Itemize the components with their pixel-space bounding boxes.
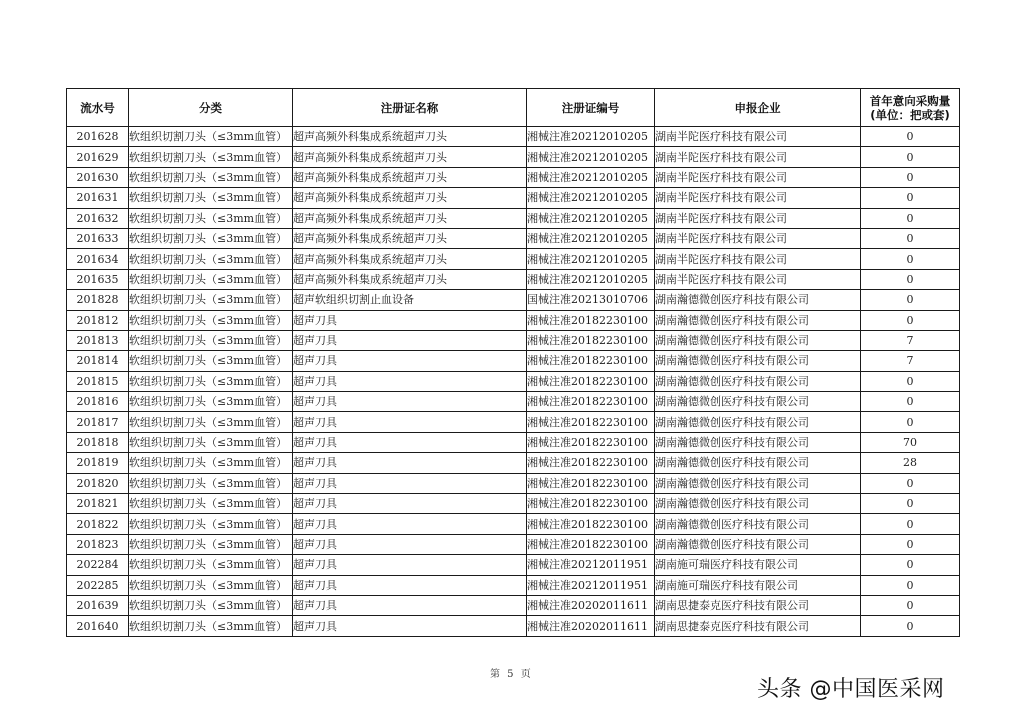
cell-company: 湖南瀚德微创医疗科技有限公司 bbox=[655, 351, 861, 371]
cell-registration-no: 湘械注准20212010205 bbox=[527, 269, 655, 289]
cell-company: 湖南瀚德微创医疗科技有限公司 bbox=[655, 473, 861, 493]
cell-category: 软组织切割刀头（≤3mm血管） bbox=[129, 575, 293, 595]
cell-category: 软组织切割刀头（≤3mm血管） bbox=[129, 534, 293, 554]
table-row bbox=[67, 392, 960, 412]
cell-quantity: 0 bbox=[861, 249, 960, 269]
cell-quantity: 7 bbox=[861, 351, 960, 371]
header-category: 分类 bbox=[129, 89, 293, 127]
cell-registration-name: 超声刀具 bbox=[293, 330, 527, 350]
cell-registration-no: 湘械注准20212010205 bbox=[527, 249, 655, 269]
table-row bbox=[67, 371, 960, 391]
cell-company: 湖南半陀医疗科技有限公司 bbox=[655, 147, 861, 167]
table-row bbox=[67, 595, 960, 615]
cell-registration-no: 湘械注准20182230100 bbox=[527, 494, 655, 514]
table-row bbox=[67, 167, 960, 187]
cell-registration-name: 超声刀具 bbox=[293, 534, 527, 554]
table-row bbox=[67, 351, 960, 371]
watermark: 头条 @中国医采网 bbox=[757, 677, 945, 702]
cell-registration-no: 湘械注准20182230100 bbox=[527, 473, 655, 493]
cell-quantity: 0 bbox=[861, 616, 960, 636]
table-row bbox=[67, 147, 960, 167]
cell-serial-no: 201814 bbox=[67, 351, 129, 371]
table-row bbox=[67, 494, 960, 514]
cell-category: 软组织切割刀头（≤3mm血管） bbox=[129, 392, 293, 412]
table-row bbox=[67, 330, 960, 350]
cell-registration-no: 湘械注准20212010205 bbox=[527, 208, 655, 228]
cell-registration-name: 超声高频外科集成系统超声刀头 bbox=[293, 249, 527, 269]
cell-serial-no: 201820 bbox=[67, 473, 129, 493]
cell-company: 湖南瀚德微创医疗科技有限公司 bbox=[655, 290, 861, 310]
cell-registration-name: 超声高频外科集成系统超声刀头 bbox=[293, 208, 527, 228]
cell-quantity: 0 bbox=[861, 575, 960, 595]
cell-category: 软组织切割刀头（≤3mm血管） bbox=[129, 290, 293, 310]
cell-quantity: 0 bbox=[861, 555, 960, 575]
cell-registration-no: 湘械注准20212010205 bbox=[527, 127, 655, 147]
cell-serial-no: 202285 bbox=[67, 575, 129, 595]
cell-company: 湖南瀚德微创医疗科技有限公司 bbox=[655, 330, 861, 350]
cell-serial-no: 201818 bbox=[67, 432, 129, 452]
cell-serial-no: 201815 bbox=[67, 371, 129, 391]
header-registration-name: 注册证名称 bbox=[293, 89, 527, 127]
cell-registration-name: 超声高频外科集成系统超声刀头 bbox=[293, 167, 527, 187]
cell-registration-name: 超声刀具 bbox=[293, 473, 527, 493]
cell-category: 软组织切割刀头（≤3mm血管） bbox=[129, 473, 293, 493]
table-row bbox=[67, 269, 960, 289]
cell-company: 湖南半陀医疗科技有限公司 bbox=[655, 167, 861, 187]
table-row bbox=[67, 290, 960, 310]
cell-registration-name: 超声高频外科集成系统超声刀头 bbox=[293, 147, 527, 167]
cell-category: 软组织切割刀头（≤3mm血管） bbox=[129, 228, 293, 248]
cell-serial-no: 201639 bbox=[67, 595, 129, 615]
cell-company: 湖南半陀医疗科技有限公司 bbox=[655, 127, 861, 147]
cell-registration-name: 超声刀具 bbox=[293, 371, 527, 391]
cell-serial-no: 201629 bbox=[67, 147, 129, 167]
table-body bbox=[67, 127, 960, 637]
cell-quantity: 0 bbox=[861, 269, 960, 289]
cell-registration-no: 湘械注准20182230100 bbox=[527, 453, 655, 473]
cell-registration-name: 超声刀具 bbox=[293, 351, 527, 371]
cell-registration-no: 湘械注准20182230100 bbox=[527, 371, 655, 391]
cell-quantity: 0 bbox=[861, 188, 960, 208]
cell-company: 湖南瀚德微创医疗科技有限公司 bbox=[655, 453, 861, 473]
cell-serial-no: 201631 bbox=[67, 188, 129, 208]
cell-quantity: 70 bbox=[861, 432, 960, 452]
header-quantity-line2: (单位：把或套) bbox=[870, 107, 950, 122]
cell-registration-no: 国械注准20213010706 bbox=[527, 290, 655, 310]
cell-serial-no: 201628 bbox=[67, 127, 129, 147]
table-row bbox=[67, 453, 960, 473]
header-company: 申报企业 bbox=[655, 89, 861, 127]
cell-category: 软组织切割刀头（≤3mm血管） bbox=[129, 453, 293, 473]
table-row bbox=[67, 127, 960, 147]
cell-quantity: 0 bbox=[861, 371, 960, 391]
cell-quantity: 0 bbox=[861, 208, 960, 228]
cell-serial-no: 201634 bbox=[67, 249, 129, 269]
cell-serial-no: 201635 bbox=[67, 269, 129, 289]
cell-registration-no: 湘械注准20202011611 bbox=[527, 595, 655, 615]
cell-company: 湖南半陀医疗科技有限公司 bbox=[655, 188, 861, 208]
cell-company: 湖南瀚德微创医疗科技有限公司 bbox=[655, 371, 861, 391]
cell-registration-no: 湘械注准20182230100 bbox=[527, 514, 655, 534]
cell-serial-no: 201632 bbox=[67, 208, 129, 228]
cell-category: 软组织切割刀头（≤3mm血管） bbox=[129, 127, 293, 147]
cell-registration-name: 超声刀具 bbox=[293, 555, 527, 575]
cell-serial-no: 201822 bbox=[67, 514, 129, 534]
cell-registration-name: 超声刀具 bbox=[293, 310, 527, 330]
cell-serial-no: 201821 bbox=[67, 494, 129, 514]
cell-registration-name: 超声高频外科集成系统超声刀头 bbox=[293, 188, 527, 208]
cell-registration-no: 湘械注准20182230100 bbox=[527, 534, 655, 554]
header-quantity bbox=[861, 89, 960, 127]
cell-serial-no: 201640 bbox=[67, 616, 129, 636]
table-header bbox=[67, 89, 960, 127]
table-row bbox=[67, 249, 960, 269]
cell-category: 软组织切割刀头（≤3mm血管） bbox=[129, 514, 293, 534]
cell-quantity: 7 bbox=[861, 330, 960, 350]
cell-serial-no: 201816 bbox=[67, 392, 129, 412]
cell-company: 湖南瀚德微创医疗科技有限公司 bbox=[655, 412, 861, 432]
cell-category: 软组织切割刀头（≤3mm血管） bbox=[129, 555, 293, 575]
cell-category: 软组织切割刀头（≤3mm血管） bbox=[129, 616, 293, 636]
cell-category: 软组织切割刀头（≤3mm血管） bbox=[129, 595, 293, 615]
cell-category: 软组织切割刀头（≤3mm血管） bbox=[129, 167, 293, 187]
cell-registration-no: 湘械注准20182230100 bbox=[527, 351, 655, 371]
cell-registration-no: 湘械注准20182230100 bbox=[527, 310, 655, 330]
cell-registration-no: 湘械注准20212010205 bbox=[527, 167, 655, 187]
cell-quantity: 0 bbox=[861, 290, 960, 310]
cell-quantity: 0 bbox=[861, 473, 960, 493]
page-number: 第 5 页 bbox=[490, 669, 533, 680]
cell-registration-no: 湘械注准20182230100 bbox=[527, 392, 655, 412]
cell-serial-no: 201812 bbox=[67, 310, 129, 330]
cell-registration-no: 湘械注准20182230100 bbox=[527, 412, 655, 432]
cell-company: 湖南半陀医疗科技有限公司 bbox=[655, 269, 861, 289]
cell-serial-no: 201813 bbox=[67, 330, 129, 350]
cell-quantity: 0 bbox=[861, 167, 960, 187]
table-row bbox=[67, 228, 960, 248]
cell-company: 湖南瀚德微创医疗科技有限公司 bbox=[655, 432, 861, 452]
cell-category: 软组织切割刀头（≤3mm血管） bbox=[129, 310, 293, 330]
cell-category: 软组织切割刀头（≤3mm血管） bbox=[129, 147, 293, 167]
cell-serial-no: 201828 bbox=[67, 290, 129, 310]
table-row bbox=[67, 514, 960, 534]
cell-registration-no: 湘械注准20212011951 bbox=[527, 575, 655, 595]
table-row bbox=[67, 188, 960, 208]
procurement-table bbox=[66, 88, 960, 637]
table-row bbox=[67, 555, 960, 575]
cell-serial-no: 201817 bbox=[67, 412, 129, 432]
cell-category: 软组织切割刀头（≤3mm血管） bbox=[129, 208, 293, 228]
cell-category: 软组织切割刀头（≤3mm血管） bbox=[129, 188, 293, 208]
table-row bbox=[67, 534, 960, 554]
cell-registration-no: 湘械注准20212010205 bbox=[527, 228, 655, 248]
cell-registration-no: 湘械注准20212011951 bbox=[527, 555, 655, 575]
cell-quantity: 0 bbox=[861, 514, 960, 534]
cell-quantity: 0 bbox=[861, 228, 960, 248]
table-row bbox=[67, 575, 960, 595]
cell-category: 软组织切割刀头（≤3mm血管） bbox=[129, 432, 293, 452]
cell-quantity: 0 bbox=[861, 412, 960, 432]
cell-company: 湖南瀚德微创医疗科技有限公司 bbox=[655, 494, 861, 514]
cell-registration-name: 超声刀具 bbox=[293, 453, 527, 473]
cell-registration-no: 湘械注准20182230100 bbox=[527, 330, 655, 350]
header-quantity-line1: 首年意向采购量 bbox=[869, 93, 951, 108]
table-row bbox=[67, 310, 960, 330]
cell-company: 湖南瀚德微创医疗科技有限公司 bbox=[655, 514, 861, 534]
cell-registration-no: 湘械注准20212010205 bbox=[527, 188, 655, 208]
header-serial-no: 流水号 bbox=[67, 89, 129, 127]
cell-quantity: 0 bbox=[861, 310, 960, 330]
table-row bbox=[67, 432, 960, 452]
cell-serial-no: 201630 bbox=[67, 167, 129, 187]
cell-registration-name: 超声刀具 bbox=[293, 412, 527, 432]
cell-quantity: 28 bbox=[861, 453, 960, 473]
cell-registration-name: 超声软组织切割止血设备 bbox=[293, 290, 527, 310]
cell-registration-name: 超声刀具 bbox=[293, 595, 527, 615]
cell-quantity: 0 bbox=[861, 595, 960, 615]
cell-category: 软组织切割刀头（≤3mm血管） bbox=[129, 351, 293, 371]
cell-registration-name: 超声刀具 bbox=[293, 432, 527, 452]
cell-quantity: 0 bbox=[861, 494, 960, 514]
cell-quantity: 0 bbox=[861, 147, 960, 167]
cell-category: 软组织切割刀头（≤3mm血管） bbox=[129, 330, 293, 350]
table-row bbox=[67, 412, 960, 432]
cell-quantity: 0 bbox=[861, 534, 960, 554]
cell-serial-no: 201633 bbox=[67, 228, 129, 248]
cell-category: 软组织切割刀头（≤3mm血管） bbox=[129, 412, 293, 432]
cell-company: 湖南瀚德微创医疗科技有限公司 bbox=[655, 310, 861, 330]
cell-registration-name: 超声刀具 bbox=[293, 575, 527, 595]
cell-registration-name: 超声刀具 bbox=[293, 392, 527, 412]
cell-registration-name: 超声刀具 bbox=[293, 514, 527, 534]
cell-company: 湖南半陀医疗科技有限公司 bbox=[655, 228, 861, 248]
cell-registration-no: 湘械注准20202011611 bbox=[527, 616, 655, 636]
cell-company: 湖南思捷泰克医疗科技有限公司 bbox=[655, 616, 861, 636]
cell-category: 软组织切割刀头（≤3mm血管） bbox=[129, 494, 293, 514]
cell-company: 湖南瀚德微创医疗科技有限公司 bbox=[655, 534, 861, 554]
table-row bbox=[67, 208, 960, 228]
cell-company: 湖南半陀医疗科技有限公司 bbox=[655, 208, 861, 228]
cell-category: 软组织切割刀头（≤3mm血管） bbox=[129, 269, 293, 289]
cell-serial-no: 201819 bbox=[67, 453, 129, 473]
cell-registration-name: 超声高频外科集成系统超声刀头 bbox=[293, 127, 527, 147]
cell-company: 湖南施可瑞医疗科技有限公司 bbox=[655, 575, 861, 595]
cell-registration-no: 湘械注准20182230100 bbox=[527, 432, 655, 452]
cell-company: 湖南瀚德微创医疗科技有限公司 bbox=[655, 392, 861, 412]
cell-category: 软组织切割刀头（≤3mm血管） bbox=[129, 249, 293, 269]
table-row bbox=[67, 616, 960, 636]
cell-quantity: 0 bbox=[861, 392, 960, 412]
table-row bbox=[67, 473, 960, 493]
cell-registration-name: 超声刀具 bbox=[293, 494, 527, 514]
cell-quantity: 0 bbox=[861, 127, 960, 147]
cell-company: 湖南思捷泰克医疗科技有限公司 bbox=[655, 595, 861, 615]
cell-registration-no: 湘械注准20212010205 bbox=[527, 147, 655, 167]
cell-company: 湖南半陀医疗科技有限公司 bbox=[655, 249, 861, 269]
cell-category: 软组织切割刀头（≤3mm血管） bbox=[129, 371, 293, 391]
cell-registration-name: 超声高频外科集成系统超声刀头 bbox=[293, 269, 527, 289]
cell-registration-name: 超声高频外科集成系统超声刀头 bbox=[293, 228, 527, 248]
cell-serial-no: 201823 bbox=[67, 534, 129, 554]
cell-company: 湖南施可瑞医疗科技有限公司 bbox=[655, 555, 861, 575]
cell-serial-no: 202284 bbox=[67, 555, 129, 575]
header-registration-no: 注册证编号 bbox=[527, 89, 655, 127]
cell-registration-name: 超声刀具 bbox=[293, 616, 527, 636]
